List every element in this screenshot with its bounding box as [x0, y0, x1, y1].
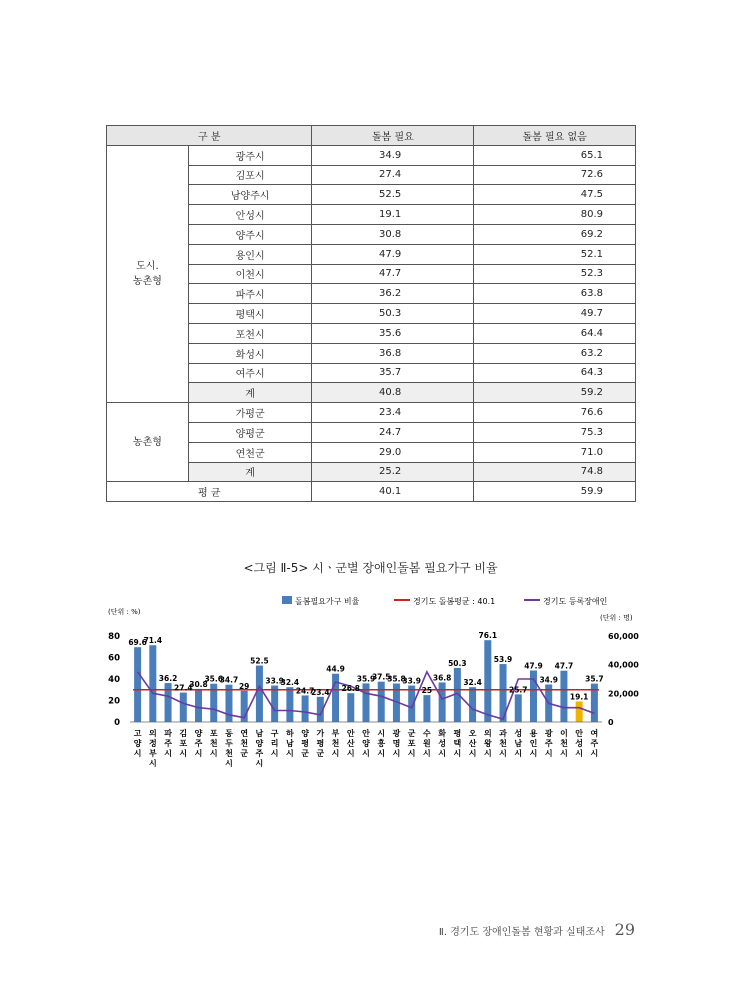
row-need: 35.6	[312, 323, 474, 343]
category-label	[498, 728, 507, 758]
row-need: 36.2	[312, 284, 474, 304]
category-char: 양	[362, 739, 370, 748]
data-label: 69.6	[128, 638, 147, 648]
category-char: 의	[483, 729, 492, 738]
data-label: 34.7	[219, 675, 239, 685]
group-label: 농촌형	[107, 403, 189, 482]
right-tick-label: 20,000	[608, 689, 639, 699]
figure-caption: <그림 Ⅱ-5> 시ㆍ군별 장애인돌봄 필요가구 비율	[243, 561, 498, 575]
row-name: 평택시	[188, 304, 312, 324]
category-char: 인	[529, 739, 538, 748]
category-label	[239, 728, 248, 758]
row-name: 양주시	[188, 224, 312, 244]
table-row	[107, 403, 636, 423]
left-axis-unit: (단위 : %)	[108, 608, 141, 616]
row-name: 이천시	[188, 264, 312, 284]
bar	[195, 689, 202, 722]
row-name: 가평군	[188, 403, 312, 423]
group-label: 도시. 농촌형	[107, 145, 189, 402]
row-need: 52.5	[312, 185, 474, 205]
bar	[302, 695, 309, 722]
category-char: 시	[544, 749, 553, 758]
row-need: 24.7	[312, 422, 474, 442]
category-char: 시	[453, 749, 462, 758]
data-label: 37.5	[371, 672, 391, 682]
category-label	[362, 728, 370, 758]
category-label	[437, 728, 446, 758]
care-need-table	[106, 125, 636, 502]
category-char: 성	[575, 739, 584, 748]
category-char: 시	[575, 749, 584, 758]
data-label: 47.9	[524, 661, 543, 671]
category-char: 천	[560, 739, 568, 748]
row-no-need: 64.4	[474, 323, 636, 343]
category-char: 천	[225, 749, 233, 758]
category-label	[468, 729, 477, 758]
row-no-need: 76.6	[474, 403, 636, 423]
data-label: 19.1	[569, 692, 589, 702]
category-char: 군	[316, 749, 325, 758]
category-char: 시	[529, 749, 538, 758]
data-label: 32.4	[463, 678, 482, 688]
row-name: 화성시	[188, 343, 312, 363]
left-tick-label: 0	[114, 718, 120, 728]
category-char: 주	[194, 739, 203, 748]
category-char: 시	[362, 749, 370, 758]
data-label: 53.9	[493, 655, 513, 665]
row-name: 계	[188, 462, 312, 482]
category-char: 포	[209, 729, 218, 738]
category-char: 시	[255, 759, 264, 768]
category-char: 하	[286, 729, 294, 738]
category-char: 시	[270, 749, 279, 758]
category-char: 양	[301, 729, 309, 738]
category-char: 시	[560, 749, 568, 758]
category-char: 시	[331, 749, 340, 758]
data-label: 30.8	[189, 679, 208, 689]
category-char: 연	[240, 729, 249, 738]
legend-average-label: 경기도 돌봄평균 : 40.1	[413, 597, 496, 606]
category-label	[575, 728, 583, 758]
category-char: 안	[575, 729, 584, 738]
header-need: 돌봄 필요	[312, 126, 474, 146]
legend-bar-label: 돌봄필요가구 비율	[295, 597, 360, 606]
category-char: 시	[377, 729, 386, 738]
row-name: 연천군	[188, 442, 312, 462]
category-char: 군	[407, 729, 416, 738]
category-char: 포	[179, 739, 188, 748]
data-label: 44.9	[326, 664, 345, 674]
category-label	[544, 728, 553, 758]
row-need: 47.7	[312, 264, 474, 284]
category-label	[529, 728, 538, 758]
category-char: 양	[194, 729, 203, 738]
right-tick-label: 60,000	[608, 632, 639, 641]
row-no-need: 52.1	[474, 244, 636, 264]
category-char: 남	[514, 739, 523, 748]
data-label: 25	[421, 686, 433, 696]
row-need: 34.9	[312, 145, 474, 165]
data-label: 76.1	[478, 631, 498, 641]
row-need: 23.4	[312, 403, 474, 423]
category-label	[483, 728, 492, 758]
bar	[439, 682, 446, 722]
data-label: 71.4	[143, 636, 163, 646]
category-char: 시	[209, 749, 218, 758]
category-char: 용	[529, 729, 538, 738]
row-need: 25.2	[312, 462, 474, 482]
bar	[347, 693, 354, 722]
category-char: 시	[423, 749, 431, 758]
category-label	[453, 728, 461, 758]
category-char: 가	[316, 729, 325, 738]
row-need: 29.0	[312, 442, 474, 462]
header-no-need: 돌봄 필요 없음	[474, 126, 636, 146]
category-label	[514, 728, 522, 758]
row-no-need: 65.1	[474, 145, 636, 165]
legend-bar-swatch	[282, 596, 292, 604]
row-no-need: 71.0	[474, 442, 636, 462]
data-label: 35.8	[387, 674, 406, 684]
row-name: 양평군	[188, 422, 312, 442]
category-label	[179, 728, 187, 758]
category-char: 시	[407, 749, 416, 758]
category-char: 왕	[483, 739, 492, 748]
category-char: 시	[148, 759, 157, 768]
category-label	[133, 729, 142, 758]
category-label	[392, 728, 401, 758]
row-need: 47.9	[312, 244, 474, 264]
category-label	[560, 728, 568, 758]
row-name: 용인시	[188, 244, 312, 264]
category-char: 성	[438, 739, 446, 748]
row-need: 19.1	[312, 205, 474, 225]
category-char: 천	[209, 739, 218, 748]
category-char: 천	[331, 739, 340, 748]
category-label	[407, 729, 416, 758]
average-label: 평 균	[107, 482, 312, 502]
footer-section-title: Ⅱ. 경기도 장애인돌봄 현황과 실태조사	[438, 927, 605, 938]
row-no-need: 75.3	[474, 422, 636, 442]
category-char: 택	[453, 739, 462, 748]
category-label	[285, 728, 294, 758]
bar	[134, 647, 141, 722]
category-char: 평	[453, 729, 462, 738]
right-axis-unit: (단위 : 명)	[600, 614, 633, 622]
data-label: 35.9	[356, 674, 376, 684]
row-no-need: 59.2	[474, 383, 636, 403]
data-label: 25.7	[509, 685, 528, 695]
category-char: 시	[194, 749, 203, 758]
category-char: 부	[331, 729, 340, 738]
row-name: 안성시	[188, 205, 312, 225]
category-char: 원	[423, 739, 431, 748]
category-char: 남	[255, 729, 264, 738]
page-footer	[439, 920, 635, 939]
row-name: 여주시	[188, 363, 312, 383]
category-char: 천	[499, 739, 507, 748]
row-name: 파주시	[188, 284, 312, 304]
row-no-need: 47.5	[474, 185, 636, 205]
table-row-average	[107, 482, 636, 502]
category-char: 양	[133, 739, 142, 748]
category-char: 주	[255, 749, 264, 758]
row-need: 35.7	[312, 363, 474, 383]
category-char: 구	[270, 729, 279, 738]
row-no-need: 63.2	[474, 343, 636, 363]
legend-registered-label: 경기도 등록장애인	[543, 597, 608, 606]
category-char: 수	[423, 729, 431, 738]
data-label: 47.7	[554, 661, 574, 671]
category-char: 시	[164, 749, 172, 758]
page-number: 29	[614, 920, 635, 939]
category-char: 평	[301, 739, 309, 748]
row-no-need: 72.6	[474, 165, 636, 185]
data-label: 36.2	[158, 674, 178, 684]
data-label: 33.9	[402, 676, 421, 686]
header-category: 구 분	[107, 126, 312, 146]
average-no-need: 59.9	[474, 482, 636, 502]
average-need: 40.1	[312, 482, 474, 502]
category-char: 동	[225, 729, 233, 738]
data-label: 35.7	[585, 674, 604, 684]
category-char: 시	[514, 749, 523, 758]
category-char: 양	[255, 739, 264, 748]
category-label	[331, 729, 340, 758]
left-tick-label: 40	[108, 675, 120, 685]
category-char: 남	[286, 739, 294, 748]
category-char: 이	[560, 729, 568, 738]
category-char: 시	[346, 749, 355, 758]
category-char: 의	[148, 729, 157, 738]
category-char: 파	[164, 729, 172, 738]
category-char: 주	[164, 739, 172, 748]
data-label: 26.8	[341, 684, 361, 694]
category-char: 시	[590, 749, 599, 758]
row-need: 36.8	[312, 343, 474, 363]
category-char: 부	[148, 749, 157, 758]
category-char: 시	[438, 749, 446, 758]
row-no-need: 63.8	[474, 284, 636, 304]
row-need: 50.3	[312, 304, 474, 324]
category-char: 오	[468, 729, 477, 738]
row-no-need: 74.8	[474, 462, 636, 482]
row-no-need: 69.2	[474, 224, 636, 244]
bar	[271, 686, 278, 722]
category-label	[347, 728, 355, 758]
data-label: 27.4	[174, 683, 193, 693]
category-label	[210, 729, 218, 758]
category-label	[422, 728, 431, 758]
category-char: 시	[499, 749, 507, 758]
left-tick-label: 20	[108, 696, 120, 707]
category-char: 시	[483, 749, 492, 758]
row-name: 남양주시	[188, 185, 312, 205]
category-label	[194, 728, 203, 758]
category-char: 시	[286, 749, 294, 758]
table-body	[107, 145, 636, 501]
care-need-chart	[104, 588, 639, 798]
row-name: 계	[188, 383, 312, 403]
bar	[165, 683, 172, 722]
category-char: 안	[362, 729, 370, 738]
category-char: 흥	[377, 739, 386, 748]
bar	[256, 666, 263, 722]
category-label	[376, 729, 385, 758]
row-no-need: 64.3	[474, 363, 636, 383]
data-label: 35.6	[204, 674, 223, 684]
row-need: 27.4	[312, 165, 474, 185]
category-char: 광	[392, 729, 401, 738]
data-label: 32.4	[280, 678, 300, 688]
bar	[484, 640, 491, 722]
row-need: 30.8	[312, 224, 474, 244]
category-char: 두	[225, 739, 233, 748]
category-char: 산	[468, 739, 477, 748]
data-label: 34.9	[539, 675, 558, 685]
left-tick-label: 60	[108, 653, 120, 664]
category-char: 주	[590, 739, 599, 748]
table-row	[107, 145, 636, 165]
right-tick-label: 40,000	[608, 660, 639, 670]
data-label: 50.3	[448, 658, 467, 668]
row-need: 40.8	[312, 383, 474, 403]
category-char: 화	[438, 729, 446, 738]
bar	[378, 682, 385, 722]
bar	[469, 687, 476, 722]
category-char: 시	[468, 749, 477, 758]
category-label	[224, 729, 233, 768]
category-char: 정	[148, 739, 157, 748]
category-label	[255, 728, 264, 768]
row-name: 포천시	[188, 323, 312, 343]
bar	[576, 701, 583, 722]
category-char: 안	[346, 729, 355, 738]
category-char: 군	[240, 749, 249, 758]
row-no-need: 80.9	[474, 205, 636, 225]
category-label	[270, 729, 279, 758]
category-char: 명	[392, 739, 401, 748]
category-label	[590, 728, 599, 758]
data-label: 23.4	[311, 687, 330, 697]
data-label: 29	[238, 681, 250, 691]
bar	[149, 645, 156, 722]
category-char: 성	[514, 729, 523, 738]
bar	[423, 695, 430, 722]
category-label	[148, 728, 157, 768]
row-name: 광주시	[188, 145, 312, 165]
bar	[180, 693, 187, 722]
category-char: 시	[133, 749, 142, 758]
data-label: 52.5	[250, 656, 269, 666]
bar	[560, 671, 567, 722]
category-char: 시	[179, 749, 188, 758]
category-char: 여	[590, 729, 599, 738]
category-char: 고	[133, 729, 142, 738]
left-tick-label: 80	[108, 632, 120, 642]
data-label: 33.9	[265, 676, 284, 686]
data-label: 36.8	[432, 673, 452, 683]
category-char: 과	[499, 729, 507, 738]
row-name: 김포시	[188, 165, 312, 185]
data-label: 24.7	[295, 686, 315, 696]
category-label	[163, 728, 172, 758]
table-header-row	[107, 126, 636, 146]
category-char: 산	[346, 739, 355, 748]
category-label	[300, 728, 309, 758]
category-char: 광	[544, 729, 553, 738]
category-char: 시	[392, 749, 401, 758]
row-no-need: 52.3	[474, 264, 636, 284]
category-char: 평	[316, 739, 325, 748]
category-char: 군	[301, 749, 309, 758]
right-tick-label: 0	[608, 718, 614, 727]
category-char: 김	[179, 729, 188, 738]
category-label	[315, 728, 324, 758]
category-char: 시	[377, 749, 386, 758]
category-char: 천	[240, 739, 249, 748]
bar	[332, 674, 339, 722]
bar	[515, 694, 522, 722]
category-char: 리	[270, 739, 279, 748]
category-char: 포	[407, 739, 416, 748]
category-char: 주	[544, 739, 553, 748]
row-no-need: 49.7	[474, 304, 636, 324]
bar	[286, 687, 293, 722]
category-char: 시	[225, 759, 233, 768]
